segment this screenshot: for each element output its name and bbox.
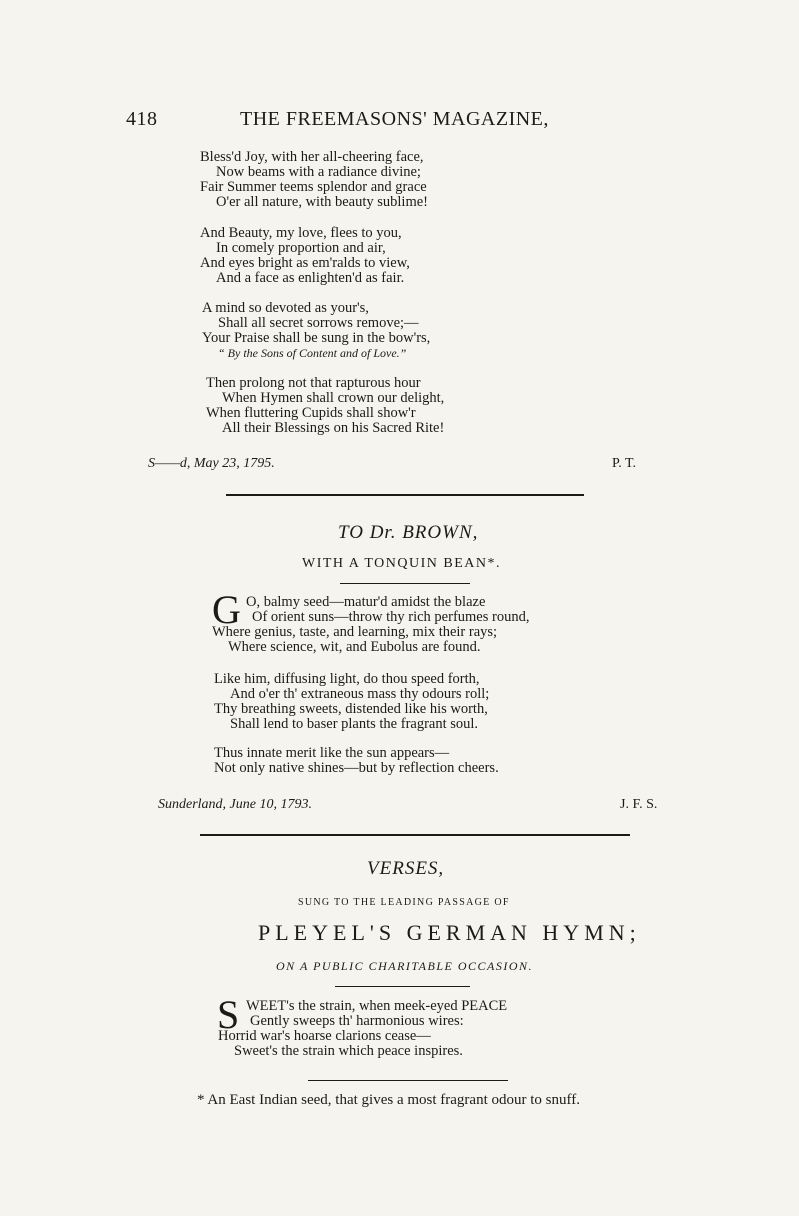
poem3-title: VERSES, [367,858,445,879]
verse-line: Bless'd Joy, with her all-cheering face, [200,149,424,165]
verse-line: All their Blessings on his Sacred Rite! [222,420,445,436]
poem3-heading-line1: SUNG TO THE LEADING PASSAGE OF [298,897,510,908]
footnote: * An East Indian seed, that gives a most fragrant odour to snuff. [197,1092,580,1108]
verse-line: Sweet's the strain which peace inspires. [234,1043,463,1059]
poem2-stanza-1 [212,595,529,655]
verse-line: Shall lend to baser plants the fragrant soul. [230,716,479,732]
verse-line: A mind so devoted as your's, [202,300,369,316]
poem1-stanza-1 [200,150,428,210]
verse-line: And o'er th' extraneous mass thy odours roll; [230,686,490,702]
verse-line: “ By the Sons of Content and of Love.” [218,346,407,360]
verse-line: WEET's the strain, when meek-eyed PEACE [246,998,508,1014]
section-divider [226,494,584,496]
verse-line: Shall all secret sorrows remove;— [218,315,419,331]
poem2-stanza-3 [214,746,499,776]
poem1-initials: P. T. [612,456,636,471]
poem2-place-date: Sunderland, June 10, 1793. [158,797,312,812]
verse-line: Fair Summer teems splendor and grace [200,179,427,195]
section-divider [200,834,630,836]
verse-line: Gently sweeps th' harmonious wires: [250,1013,464,1029]
verse-line: Now beams with a radiance divine; [216,164,421,180]
verse-line: Not only native shines—but by reflection cheers. [214,760,499,776]
poem2-title: TO Dr. BROWN, [338,522,479,543]
page-number: 418 [126,108,158,130]
drop-cap: G [212,587,241,632]
verse-line: Thy breathing sweets, distended like his worth, [214,701,488,717]
verse-line: And Beauty, my love, flees to you, [200,225,402,241]
verse-line: When fluttering Cupids shall show'r [206,405,416,421]
drop-cap: S [217,992,240,1037]
poem3-stanza-1 [218,999,507,1059]
verse-line: O'er all nature, with beauty sublime! [216,194,428,210]
poem1-stanza-3 [202,301,430,361]
running-title: THE FREEMASONS' MAGAZINE, [240,108,549,130]
verse-line: Where genius, taste, and learning, mix their rays; [212,624,498,640]
short-rule [340,583,470,584]
poem2-subtitle: WITH A TONQUIN BEAN*. [302,556,501,571]
verse-line: Where science, wit, and Eubolus are found. [228,639,481,655]
verse-line: Like him, diffusing light, do thou speed forth, [214,671,480,687]
verse-line: And a face as enlighten'd as fair. [216,270,405,286]
poem2-initials: J. F. S. [620,797,658,812]
verse-line: In comely proportion and air, [216,240,386,256]
verse-line: Thus innate merit like the sun appears— [214,745,450,761]
verse-line: Of orient suns—throw thy rich perfumes round, [252,609,530,625]
verse-line: Then prolong not that rapturous hour [206,375,421,391]
footnote-rule [308,1080,508,1081]
verse-line: O, balmy seed—matur'd amidst the blaze [246,594,486,610]
short-rule [335,986,470,987]
verse-line: Your Praise shall be sung in the bow'rs, [202,330,431,346]
poem3-heading-line3: ON A PUBLIC CHARITABLE OCCASION. [276,959,534,973]
poem1-stanza-4 [206,376,444,436]
verse-line: When Hymen shall crown our delight, [222,390,445,406]
poem1-stanza-2 [200,226,410,286]
poem3-heading-line2: PLEYEL'S GERMAN HYMN; [258,920,641,945]
verse-line: Horrid war's hoarse clarions cease— [218,1028,431,1044]
verse-line: And eyes bright as em'ralds to view, [200,255,410,271]
poem2-stanza-2 [214,672,489,732]
poem1-place-date: S——d, May 23, 1795. [148,456,275,471]
